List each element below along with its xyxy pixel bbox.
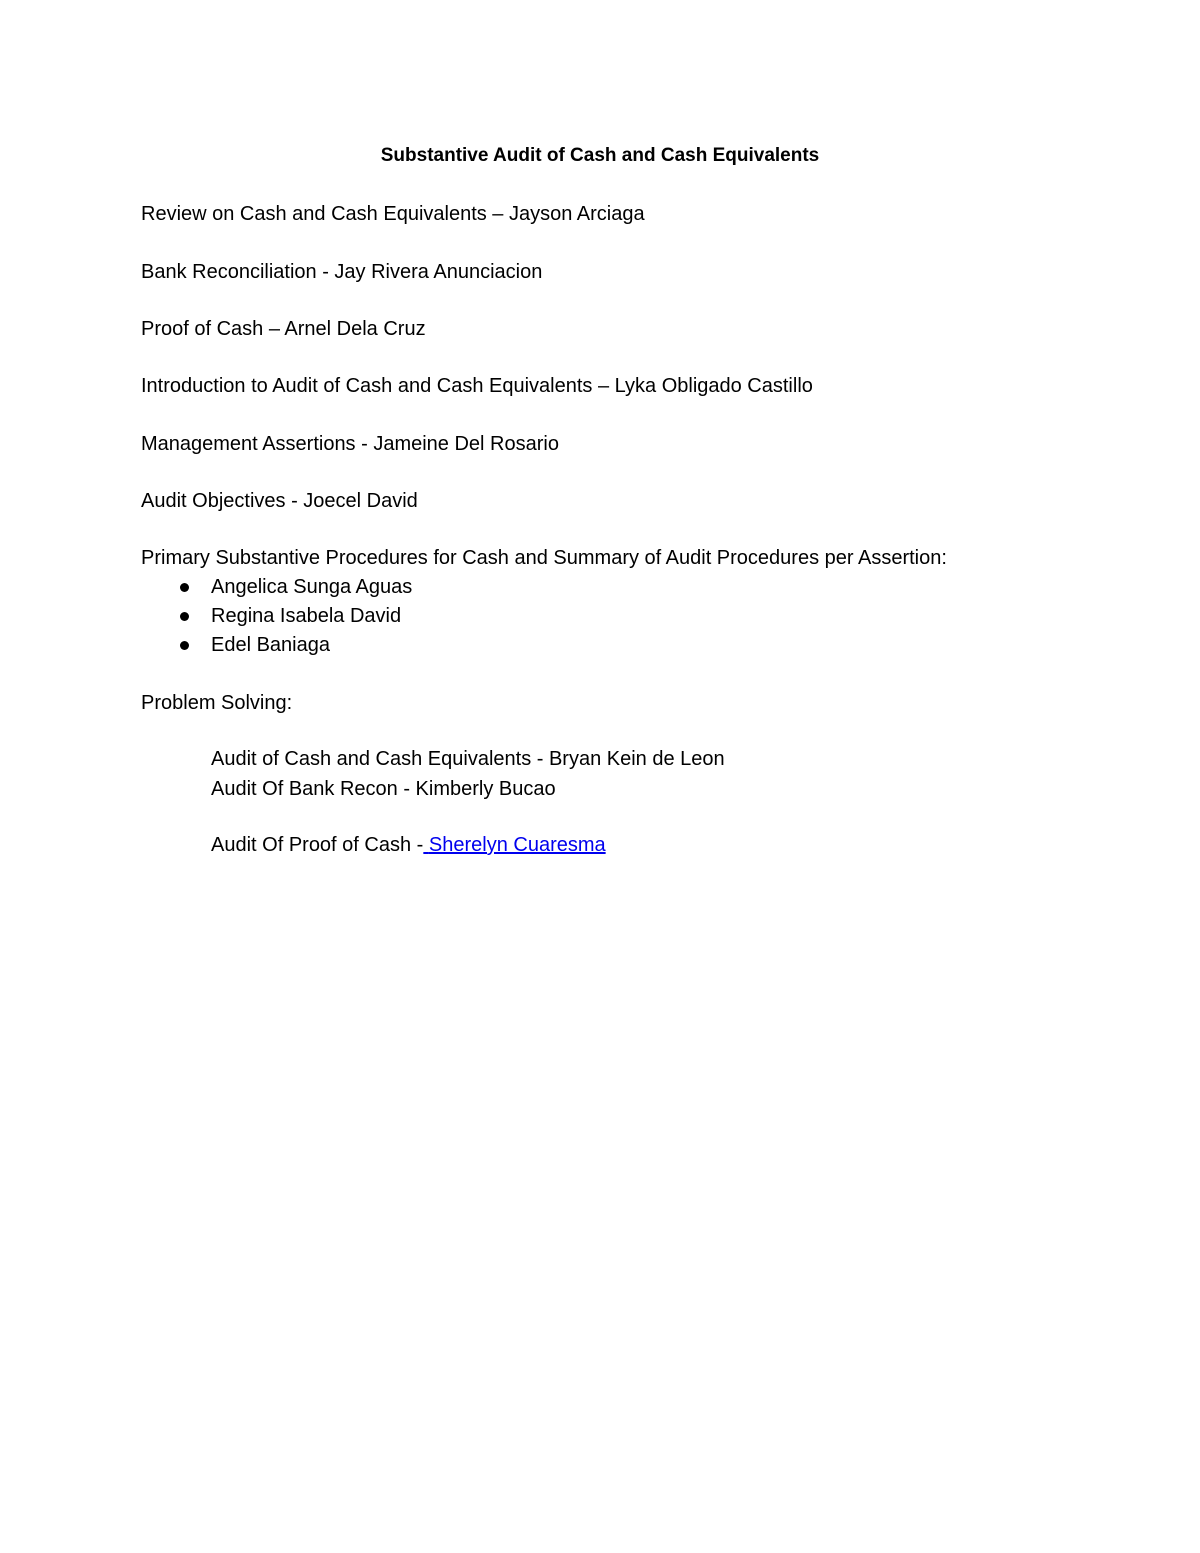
member-name: Angelica Sunga Aguas bbox=[211, 576, 413, 598]
problem-solving-last-item bbox=[211, 832, 606, 858]
section-proof-of-cash: Proof of Cash – Arnel Dela Cruz bbox=[141, 318, 426, 340]
bullet-icon bbox=[180, 583, 189, 592]
problem-solving-item: Audit of Cash and Cash Equivalents - Bryan Kein de Leon bbox=[211, 748, 725, 770]
problem-solving-heading: Problem Solving: bbox=[141, 692, 293, 714]
member-name: Edel Baniaga bbox=[211, 634, 330, 656]
section-audit-objectives: Audit Objectives - Joecel David bbox=[141, 490, 418, 512]
bullet-icon bbox=[180, 641, 189, 650]
section-introduction: Introduction to Audit of Cash and Cash Equivalents – Lyka Obligado Castillo bbox=[141, 375, 813, 397]
member-name: Regina Isabela David bbox=[211, 605, 402, 627]
section-management-assertions: Management Assertions - Jameine Del Rosario bbox=[141, 433, 559, 455]
section-review: Review on Cash and Cash Equivalents – Jayson Arciaga bbox=[141, 203, 645, 225]
procedures-heading: Primary Substantive Procedures for Cash and Summary of Audit Procedures per Assertion: bbox=[141, 547, 947, 569]
bullet-icon bbox=[180, 612, 189, 621]
problem-solving-item: Audit Of Bank Recon - Kimberly Bucao bbox=[211, 778, 556, 800]
document-title: Substantive Audit of Cash and Cash Equivalents bbox=[380, 145, 820, 166]
member-link[interactable]: Sherelyn Cuaresma bbox=[428, 834, 606, 856]
section-bank-reconciliation: Bank Reconciliation - Jay Rivera Anunciacion bbox=[141, 261, 543, 283]
last-item-label: Audit Of Proof of Cash - bbox=[211, 834, 424, 856]
